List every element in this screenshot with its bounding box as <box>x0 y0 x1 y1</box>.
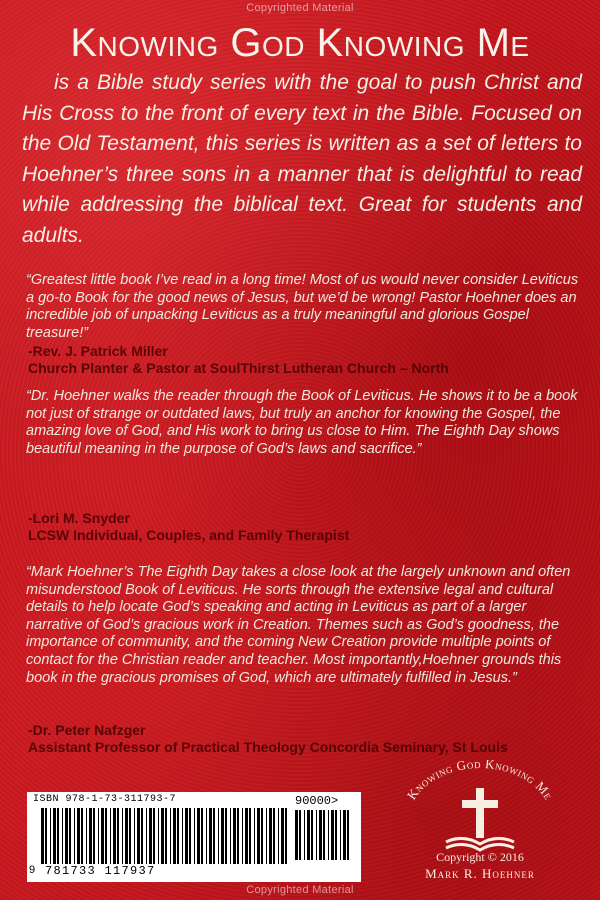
barcode-bar <box>134 808 135 864</box>
review-name-3: -Dr. Peter Nafzger <box>28 722 146 738</box>
copyright-line: Copyright © 2016 <box>436 850 524 864</box>
barcode-bar <box>146 808 147 864</box>
barcode-bar <box>233 808 236 864</box>
barcode-bar <box>165 808 167 864</box>
barcode-bar <box>218 808 219 864</box>
barcode-bar <box>249 808 251 864</box>
barcode-bar <box>266 808 267 864</box>
barcode-bar <box>110 808 111 864</box>
barcode-bar <box>316 810 317 860</box>
barcode-bar <box>182 808 183 864</box>
review-quote-3: “Mark Hoehner’s The Eighth Day takes a close look at the largely unknown and often misunderstood Book of Leviticus. He sorts through the extensive legal and cultural details to help locate God’s speaking and acting in Leviticus as part of a larger narrative of God’s gracious work in Creation. Themes such as God’s goodness, the importance of community, and the coming New Creation provide multiple points of contact for the Christian reader and teacher. Most importantly,Hoehner grounds this book in the gracious promises of God, which are ultimately fulfilled in Jesus.” <box>26 564 571 686</box>
barcode-bar <box>304 810 305 860</box>
barcode-bar <box>185 808 188 864</box>
barcode-bar <box>105 808 107 864</box>
barcode-bar <box>273 808 275 864</box>
barcode-bar <box>50 808 51 864</box>
barcode-bar <box>331 810 334 860</box>
barcode-bar <box>189 808 191 864</box>
review-attribution-1 <box>28 343 588 377</box>
barcode-bar <box>161 808 164 864</box>
barcode-bar <box>209 808 212 864</box>
barcode-bar <box>299 810 301 860</box>
review-name-1: -Rev. J. Patrick Miller <box>28 343 168 359</box>
barcode-bar <box>269 808 272 864</box>
open-book-icon <box>446 838 514 850</box>
barcode-bar <box>65 808 68 864</box>
barcode-bar <box>69 808 71 864</box>
barcode-bar <box>81 808 83 864</box>
price-code: 90000> <box>295 794 339 808</box>
barcode-bar <box>62 808 63 864</box>
barcode-bar <box>194 808 195 864</box>
barcode-bar <box>137 808 140 864</box>
barcode-bar <box>177 808 179 864</box>
barcode-bar <box>57 808 59 864</box>
barcode-bar <box>173 808 176 864</box>
barcode-bar <box>242 808 243 864</box>
barcode-bar <box>237 808 239 864</box>
watermark-bottom: Copyrighted Material <box>246 884 354 896</box>
barcode-bar <box>89 808 92 864</box>
review-role-2: LCSW Individual, Couples, and Family Therapist <box>28 527 350 543</box>
barcode-bar <box>86 808 87 864</box>
review-attribution-3 <box>28 722 588 756</box>
barcode-bar <box>117 808 119 864</box>
barcode-bar <box>285 808 287 864</box>
barcode-bar <box>257 808 260 864</box>
barcode-bar <box>221 808 224 864</box>
barcode-bar <box>340 810 341 860</box>
logo-arc-text: Knowing God Knowing Me <box>403 760 557 803</box>
barcode-bar <box>101 808 104 864</box>
barcode-bar <box>122 808 123 864</box>
barcode-bar <box>129 808 131 864</box>
barcode-bar <box>328 810 329 860</box>
series-title: Knowing God Knowing Me <box>70 21 530 65</box>
barcode-bar <box>225 808 227 864</box>
barcode-bar <box>261 808 263 864</box>
barcode-bar <box>93 808 95 864</box>
intro-text: is a Bible study series with the goal to push Christ and His Cross to the front of every text in the Bible. Focused on the Old Testament, this series is written as a set of letters to Hoehner’s three sons in a manner that is delightful to read while addressing the biblical text. Great for students and adults. <box>22 71 582 247</box>
watermark-top: Copyrighted Material <box>246 2 354 14</box>
barcode-bar <box>323 810 325 860</box>
isbn-label: ISBN 978-1-73-311793-7 <box>33 794 177 805</box>
barcode-bar <box>213 808 215 864</box>
barcode-bar <box>45 808 47 864</box>
barcode-bar <box>153 808 155 864</box>
barcode-lead-digit: 9 <box>29 864 36 876</box>
barcode-bar <box>98 808 99 864</box>
barcode-bar <box>53 808 56 864</box>
barcode-bar <box>201 808 203 864</box>
intro-paragraph <box>22 68 582 251</box>
author-name: Mark R. Hoehner <box>425 866 535 881</box>
review-role-3: Assistant Professor of Practical Theology Concordia Seminary, St Louis <box>28 739 508 755</box>
barcode-bar <box>335 810 337 860</box>
barcode-bar <box>347 810 349 860</box>
barcode-bars <box>41 808 291 866</box>
barcode-bar <box>206 808 207 864</box>
barcode-bar <box>74 808 75 864</box>
barcode-bar <box>307 810 310 860</box>
isbn-barcode <box>27 792 361 882</box>
barcode-bar <box>77 808 80 864</box>
review-attribution-2 <box>28 510 588 544</box>
review-name-2: -Lori M. Snyder <box>28 510 130 526</box>
barcode-bar <box>343 810 346 860</box>
barcode-bar <box>113 808 116 864</box>
barcode-bar <box>170 808 171 864</box>
barcode-bar <box>245 808 248 864</box>
barcode-digits: 781733 117937 <box>45 864 156 878</box>
barcode-bar <box>311 810 313 860</box>
barcode-bar <box>278 808 279 864</box>
barcode-bar <box>125 808 128 864</box>
barcode-bar <box>149 808 152 864</box>
series-logo <box>390 760 570 860</box>
cross-icon <box>462 788 498 838</box>
price-barcode-bars <box>295 810 351 862</box>
barcode-bar <box>295 810 298 860</box>
barcode-bar <box>41 808 44 864</box>
review-quote-1: “Greatest little book I’ve read in a long time! Most of us would never consider Leviticus a go-to Book for the good news of Jesus, but we’d be wrong! Pastor Hoehner does an incredible job of unpacking Leviticus as a truly meaningful and glorious Gospel treasure!” <box>26 272 579 341</box>
barcode-bar <box>141 808 143 864</box>
barcode-bar <box>158 808 159 864</box>
barcode-bar <box>319 810 322 860</box>
barcode-bar <box>197 808 200 864</box>
barcode-bar <box>230 808 231 864</box>
review-role-1: Church Planter & Pastor at SoulThirst Lutheran Church – North <box>28 360 449 376</box>
barcode-bar <box>281 808 284 864</box>
review-quote-2: “Dr. Hoehner walks the reader through the Book of Leviticus. He shows it to be a book not just of strange or outdated laws, but truly an anchor for knowing the Gospel, the amazing love of God, and His work to bring us close to Him. The Eighth Day shows beautiful meaning in the purpose of God’s laws and sacrifice.” <box>26 388 578 457</box>
barcode-bar <box>254 808 255 864</box>
